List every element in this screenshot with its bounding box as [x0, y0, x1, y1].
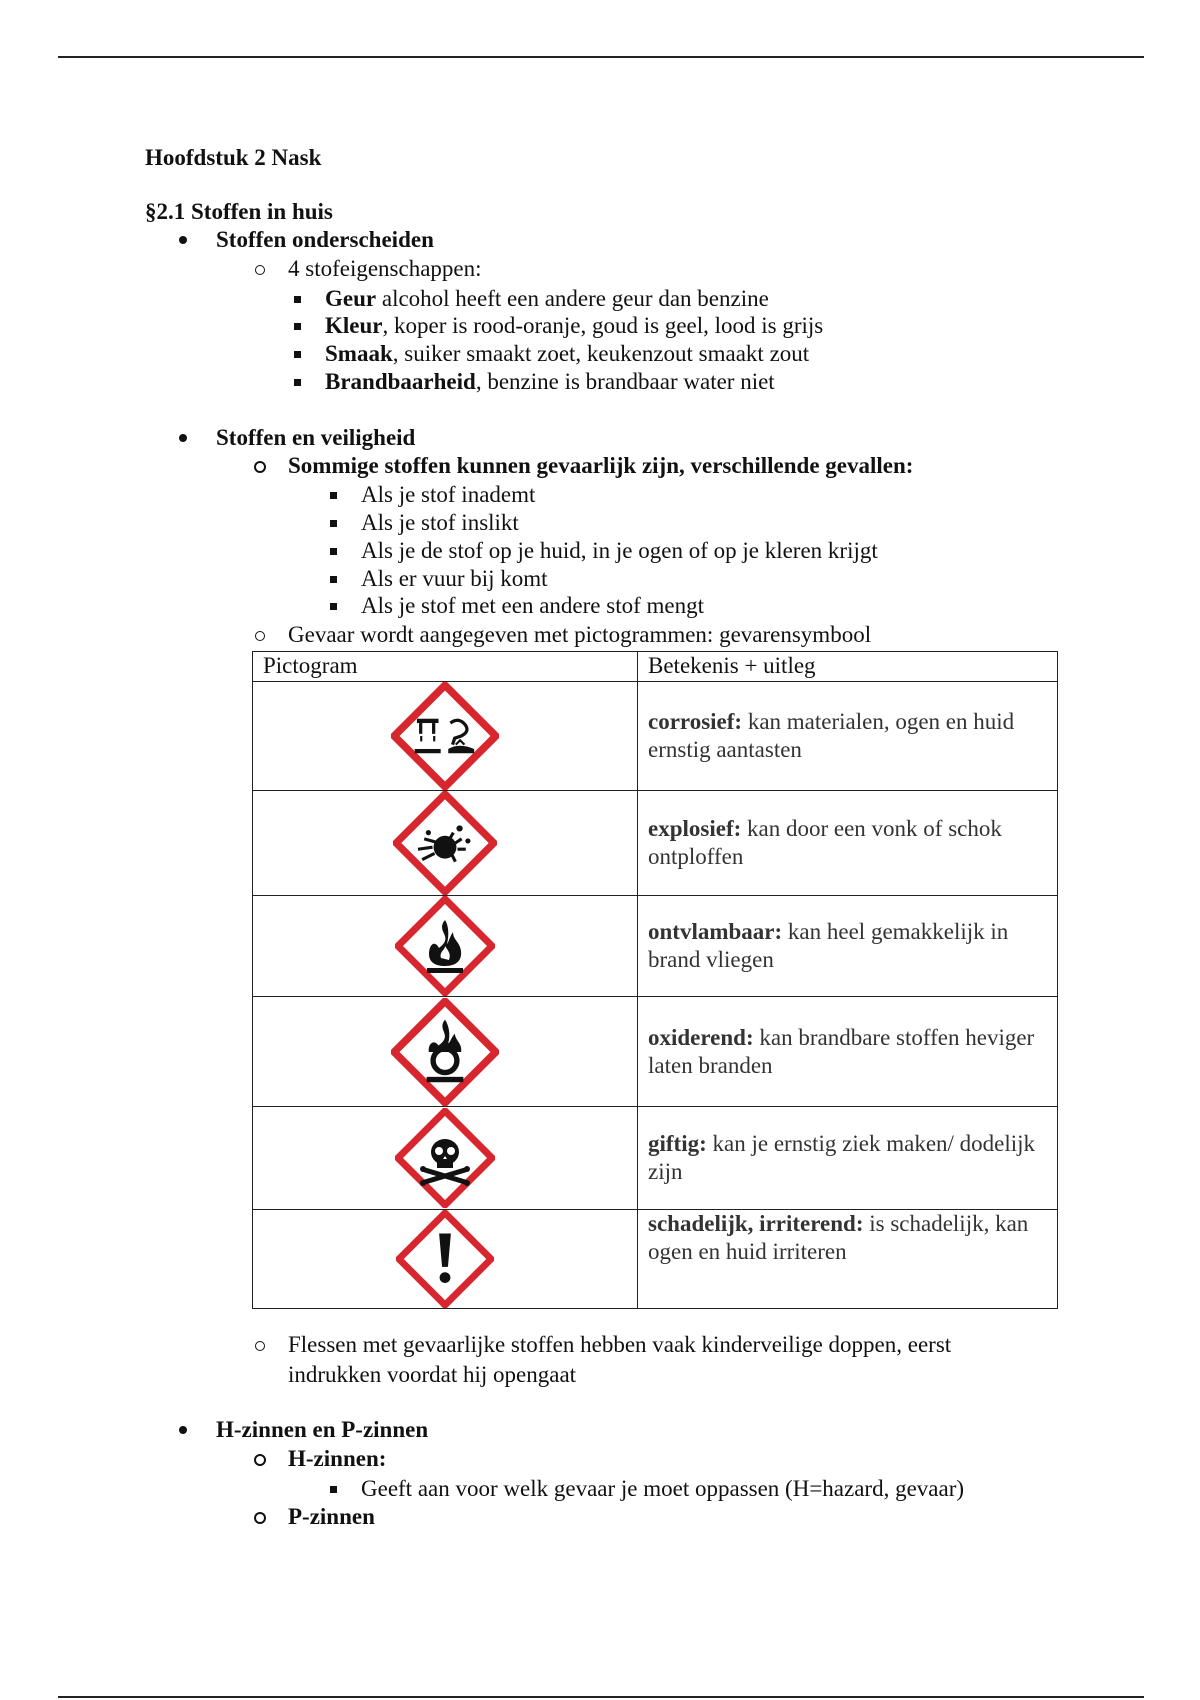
table-row: [253, 1107, 1058, 1210]
table-row: [253, 791, 1058, 896]
list-item: Kleur, koper is rood-oranje, goud is geel, lood is grijs: [325, 313, 824, 338]
table-row: [253, 896, 1058, 997]
sub-pictogrammen: Gevaar wordt aangegeven met pictogrammen: gevarensymbool: [288, 622, 872, 647]
meaning-cell: corrosief: kan materialen, ogen en huid ernstig aantasten: [638, 682, 1058, 791]
topic-heading-h-en-p-zinnen: H-zinnen en P-zinnen: [216, 1417, 429, 1442]
meaning-cell: schadelijk, irriterend: is schadelijk, kan ogen en huid irriteren: [638, 1210, 1058, 1309]
corrosive-icon: [391, 682, 499, 790]
toxic-icon: [395, 1108, 495, 1208]
topic-heading-stoffen-onderscheiden: Stoffen onderscheiden: [216, 227, 434, 252]
list-item: Als je de stof op je huid, in je ogen of op je kleren krijgt: [361, 538, 878, 563]
list-item: Als je stof inademt: [361, 482, 536, 507]
list-item: Als je stof met een andere stof mengt: [361, 593, 704, 618]
meaning-cell: ontvlambaar: kan heel gemakkelijk in brand vliegen: [638, 896, 1058, 997]
harmful-icon: [396, 1210, 494, 1308]
list-item: Geeft aan voor welk gevaar je moet oppassen (H=hazard, gevaar): [361, 1476, 965, 1501]
pictogram-table: [252, 651, 1058, 1309]
table-row: [253, 997, 1058, 1107]
table-row: [253, 1210, 1058, 1309]
flammable-icon: [395, 896, 495, 996]
bottom-rule: [58, 1696, 1144, 1698]
list-item: Als je stof inslikt: [361, 510, 519, 535]
chapter-title: Hoofdstuk 2 Nask: [145, 145, 322, 170]
sub-h-zinnen: H-zinnen:: [288, 1446, 387, 1471]
note-kinderveilige-doppen: Flessen met gevaarlijke stoffen hebben vaak kinderveilige doppen, eerst: [288, 1332, 952, 1357]
meaning-cell: explosief: kan door een vonk of schok ontploffen: [638, 791, 1058, 896]
list-item: Smaak, suiker smaakt zoet, keukenzout smaakt zout: [325, 341, 810, 366]
topic-heading-stoffen-en-veiligheid: Stoffen en veiligheid: [216, 425, 416, 450]
note-kinderveilige-doppen-cont: indrukken voordat hij opengaat: [288, 1362, 577, 1387]
top-rule: [58, 56, 1144, 58]
list-item: Als er vuur bij komt: [361, 566, 548, 591]
meaning-cell: giftig: kan je ernstig ziek maken/ dodelijk zijn: [638, 1107, 1058, 1210]
table-row: [253, 682, 1058, 791]
column-header-betekenis: Betekenis + uitleg: [638, 652, 1058, 682]
sub-stofeigenschappen: 4 stofeigenschappen:: [288, 256, 482, 281]
table-header-row: [253, 652, 1058, 682]
sub-p-zinnen: P-zinnen: [288, 1504, 375, 1529]
explosive-icon: [393, 791, 497, 895]
oxidizing-icon: [391, 998, 499, 1106]
sub-gevaarlijke-stoffen: Sommige stoffen kunnen gevaarlijk zijn, verschillende gevallen:: [288, 453, 914, 478]
list-item: Geur alcohol heeft een andere geur dan benzine: [325, 286, 769, 311]
list-item: Brandbaarheid, benzine is brandbaar water niet: [325, 369, 775, 394]
column-header-pictogram: Pictogram: [253, 652, 638, 682]
meaning-cell: oxiderend: kan brandbare stoffen heviger laten branden: [638, 997, 1058, 1107]
section-heading: §2.1 Stoffen in huis: [145, 199, 333, 224]
